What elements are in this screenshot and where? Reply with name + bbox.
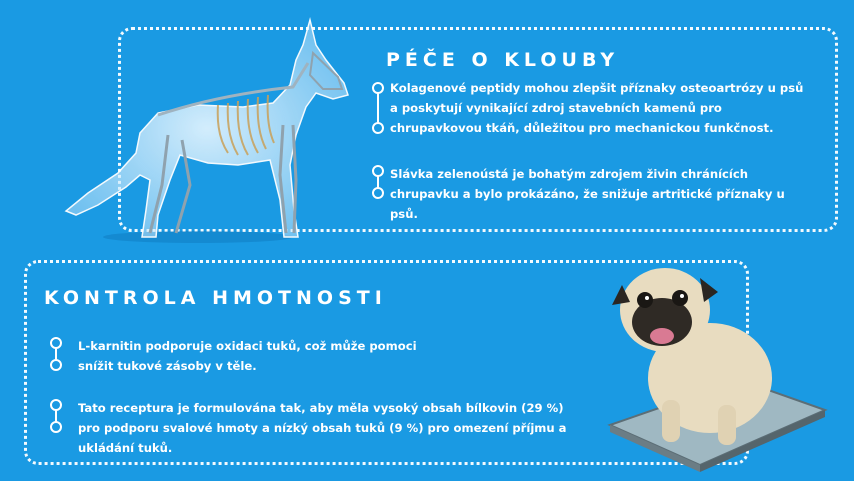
joint-care-heading: PÉČE O KLOUBY <box>380 49 625 71</box>
pug-on-scale-photo <box>600 250 830 475</box>
joint-care-bullet-1: Kolagenové peptidy mohou zlepšit příznaky osteoartrózy u psů a poskytují vynikající zdroj stavebních kamenů pro chrupavkovou tkáň, důležitou pro mechanickou funkčnost. <box>390 81 804 135</box>
bullet-marker <box>48 337 60 373</box>
bullet-marker <box>370 165 382 201</box>
weight-control-bullet-1: L-karnitin podporuje oxidaci tuků, což může pomoci snížit tukové zásoby v těle. <box>78 339 417 373</box>
bullet-marker <box>48 399 60 435</box>
dog-skeleton-illustration <box>58 15 378 245</box>
joint-care-bullet-2: Slávka zelenoústá je bohatým zdrojem živin chránících chrupavku a bylo prokázáno, že snižuje artritické příznaky u psů. <box>390 167 785 221</box>
weight-control-bullet-2: Tato receptura je formulována tak, aby měla vysoký obsah bílkovin (29 %) pro podporu svalové hmoty a nízký obsah tuků (9 %) pro omezení příjmu a ukládání tuků. <box>78 401 567 455</box>
weight-control-heading: KONTROLA HMOTNOSTI <box>38 287 393 309</box>
bullet-marker <box>370 82 382 134</box>
